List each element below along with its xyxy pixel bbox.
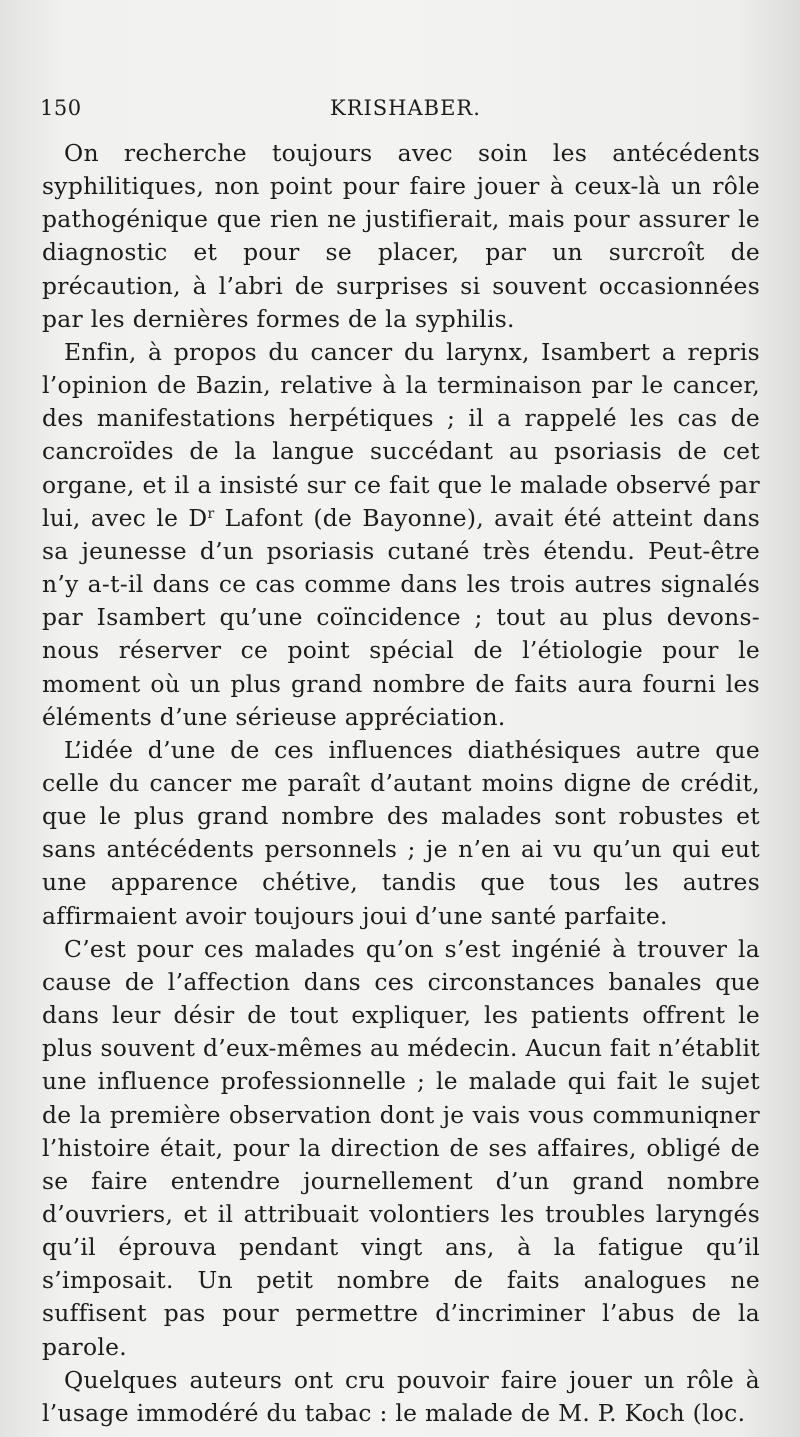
paragraph-4: C’est pour ces malades qu’on s’est ingénié à trouver la cause de l’affection dans ces circonstances banales que dans leur désir de tout expliquer, les patients offrent le plus souvent d’eux-mêmes au médecin. Aucun fait n’établit une influence professionnelle ; le malade qui fait le sujet de la première observation dont je vais vous communiqner l’histoire était, pour la direction de ses affaires, obligé de se faire entendre journellement d’un grand nombre d’ouvriers, et il attribuait volontiers les troubles laryngés qu’il éprouva pendant vingt ans, à la fatigue qu’il s’imposait. Un petit nombre de faits analogues ne suffisent pas pour permettre d’incriminer l’abus de la parole.	[42, 934, 761, 1361]
doctor-abbrev-sup: r	[207, 505, 215, 522]
paragraph-2-end: Lafont (de Bayonne), avait été atteint dans sa jeunesse d’un psoriasis cutané très étendu. Peut-être n’y a-t-il dans ce cas comme dans les trois autres signalés par Isambert qu’une coïncidence ; tout au plus devons-nous réserver ce point spécial de l’étiologie pour le moment où un plus grand nombre de faits aura fourni les éléments d’une sérieuse appréciation.	[42, 503, 761, 731]
page-number: 150	[40, 96, 82, 120]
body-text	[42, 137, 760, 1430]
running-head: KRISHABER.	[330, 96, 481, 120]
paragraph-2	[42, 336, 760, 734]
paragraph-3: L’idée d’une de ces influences diathésiques autre que celle du cancer me paraît d’autant moins digne de crédit, que le plus grand nombre des malades sont robustes et sans antécédents personnels ; je n’en ai vu qu’un qui eut une apparence chétive, tandis que tous les autres affirmaient avoir toujours joui d’une santé parfaite.	[42, 735, 760, 930]
doctor-abbrev: D	[188, 503, 208, 532]
page-header	[40, 96, 760, 132]
paragraph-2-start: Enfin, à propos du cancer du larynx, Isambert a repris l’opinion de Bazin, relative à la terminaison par le cancer, des manifestations herpétiques ; il a rappelé les cas de cancroïdes de la langue succédant au psoriasis de cet organe, et il a insisté sur ce fait que le malade observé par lui, avec le	[42, 337, 760, 532]
paragraph-1: On recherche toujours avec soin les antécédents syphilitiques, non point pour faire jouer à ceux-là un rôle pathogénique que rien ne justifierait, mais pour assurer le diagnostic et pour se placer, par un surcroît de précaution, à l’abri de surprises si souvent occasionnées par les dernières formes de la syphilis.	[42, 139, 760, 333]
paragraph-5: Quelques auteurs ont cru pouvoir faire jouer un rôle à l’usage immodéré du tabac : le malade de M. P. Koch (loc.	[42, 1365, 760, 1427]
